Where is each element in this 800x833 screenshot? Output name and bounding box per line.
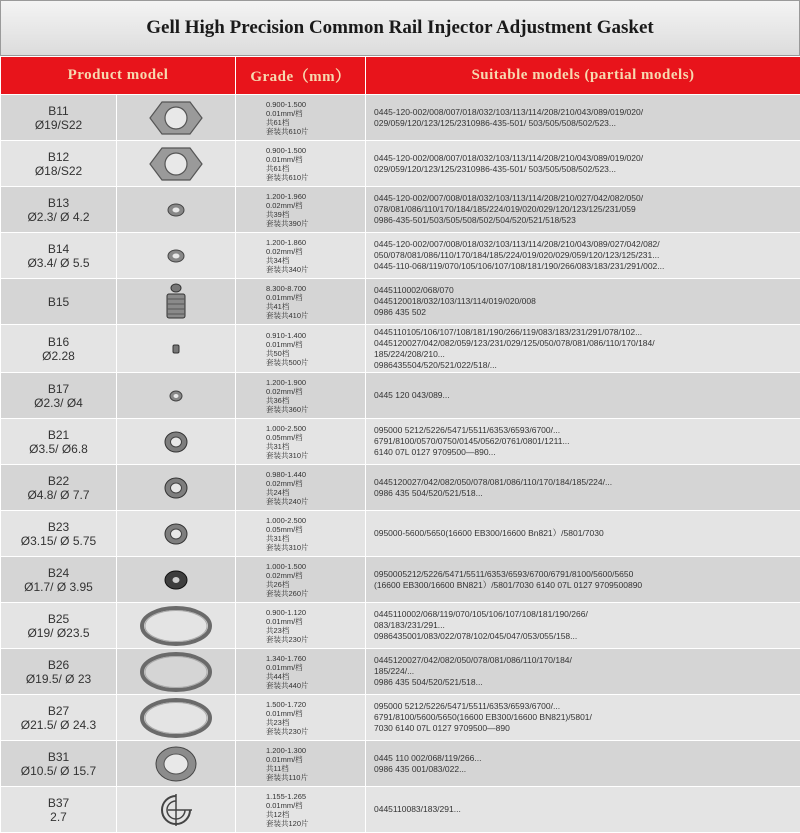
table-row — [1, 233, 800, 279]
header-suitable-models: Suitable models (partial models) — [366, 57, 800, 95]
grade-line: 0.01mm/档 — [266, 154, 303, 164]
suitable-model-line: 0445-120-002/008/007/018/032/103/113/114/208/210/043/089/019/020/ — [374, 106, 644, 117]
table-row — [1, 649, 800, 695]
grade-line: 0.910-1.400 — [266, 330, 307, 340]
grade-cell — [236, 325, 366, 373]
model-size: Ø2.3/ Ø4 — [34, 395, 83, 410]
grade-line: 0.900-1.500 — [266, 145, 307, 155]
table-row — [1, 141, 800, 187]
model-size: Ø19/ Ø23.5 — [27, 625, 90, 640]
grade-cell — [236, 187, 366, 233]
suitable-model-line: 050/078/081/086/110/170/184/185/224/019/020/029/059/120/123/125/231... — [374, 250, 660, 260]
grade-cell — [236, 95, 366, 141]
model-code: B12 — [47, 149, 70, 164]
grade-line: 共61档 — [266, 163, 290, 173]
grade-cell — [236, 419, 366, 465]
model-size: 2.7 — [50, 809, 67, 824]
suitable-models-cell — [366, 511, 800, 557]
product-model-cell — [1, 603, 117, 649]
suitable-model-line: 7030 6140 07L 0127 9709500—890 — [374, 723, 510, 733]
grade-line: 0.900-1.500 — [266, 99, 307, 109]
grade-line: 共23档 — [266, 625, 290, 635]
grade-line: 1.500-1.720 — [266, 699, 307, 709]
grade-line: 1.155-1.265 — [266, 791, 307, 801]
suitable-model-line: 095000 5212/5226/5471/5511/6353/6593/6700/... — [374, 425, 561, 435]
model-code: B37 — [47, 795, 70, 810]
grade-line: 套装共230片 — [266, 634, 309, 644]
grade-line: 套装共310片 — [266, 542, 309, 552]
suitable-model-line: 0445110083/183/291... — [374, 804, 461, 814]
grade-line: 1.340-1.760 — [266, 653, 307, 663]
grade-line: 共41档 — [266, 301, 290, 311]
suitable-models-cell — [366, 141, 800, 187]
grade-line: 共61档 — [266, 117, 290, 127]
model-code: B16 — [47, 334, 70, 349]
suitable-model-line: 0445120027/042/082/050/078/081/086/110/170/184/185/224/... — [374, 476, 613, 487]
suitable-models-cell — [366, 695, 800, 741]
grade-line: 0.01mm/档 — [266, 708, 303, 718]
tiny-washer-icon — [117, 373, 236, 419]
product-model-cell — [1, 649, 117, 695]
suitable-models-cell — [366, 465, 800, 511]
table-header-row — [1, 57, 800, 95]
suitable-models-cell — [366, 741, 800, 787]
grade-line: 1.200-1.900 — [266, 377, 307, 387]
product-model-cell — [1, 465, 117, 511]
grade-cell — [236, 373, 366, 419]
grade-cell — [236, 233, 366, 279]
hex-nut-washer-icon — [117, 141, 236, 187]
suitable-model-line: 0986435504/520/521/022/518/... — [374, 359, 497, 370]
grade-line: 0.05mm/档 — [266, 432, 303, 442]
product-model-cell — [1, 95, 117, 141]
suitable-model-line: 0445-110-068/119/070/105/106/107/108/181/190/266/083/183/231/291/002... — [374, 261, 665, 271]
grade-line: 共26档 — [266, 579, 290, 589]
model-code: B26 — [47, 657, 70, 672]
model-code: B11 — [48, 103, 69, 118]
grade-line: 1.200-1.860 — [266, 237, 307, 247]
product-model-cell — [1, 419, 117, 465]
suitable-model-line: 0445-120-002/007/008/018/032/103/113/114/208/210/027/042/082/050/ — [374, 193, 644, 203]
grade-line: 套装共340片 — [266, 264, 309, 274]
large-thin-ring-icon — [117, 695, 236, 741]
grade-line: 套装共500片 — [266, 357, 309, 367]
grade-cell — [236, 603, 366, 649]
grade-line: 0.01mm/档 — [266, 662, 303, 672]
grade-line: 0.980-1.440 — [266, 469, 307, 479]
grade-line: 共39档 — [266, 209, 290, 219]
grade-line: 套装共360片 — [266, 404, 309, 414]
suitable-model-line: 0986 435 504/520/521/518... — [374, 677, 483, 687]
model-size: Ø3.15/ Ø 5.75 — [20, 533, 97, 548]
grade-line: 共50档 — [266, 348, 290, 358]
model-size: Ø19/S22 — [34, 117, 83, 132]
page-title: Gell High Precision Common Rail Injector Adjustment Gasket — [0, 0, 800, 56]
flat-washer-icon — [117, 741, 236, 787]
grade-cell — [236, 141, 366, 187]
grade-line: 0.900-1.120 — [266, 607, 307, 617]
grade-line: 1.000-1.500 — [266, 561, 307, 571]
model-code: B13 — [47, 195, 70, 210]
medium-washer-icon — [117, 511, 236, 557]
grade-line: 0.01mm/档 — [266, 292, 303, 302]
grade-line: 套装共310片 — [266, 450, 309, 460]
suitable-model-line: 0445120027/042/082/050/078/081/086/110/170/184/ — [374, 655, 572, 665]
table-row — [1, 325, 800, 373]
model-code: B15 — [47, 294, 70, 309]
suitable-model-line: 0445-120-002/008/007/018/032/103/113/114/208/210/043/089/019/020/ — [374, 152, 644, 163]
suitable-model-line: (16600 EB300/16600 BN821）/5801/7030 6140 07L 0127 9709500890 — [374, 579, 643, 590]
suitable-model-line: 095000-5600/5650(16600 EB300/16600 Bn821）/5801/7030 — [374, 528, 604, 538]
clip-ring-icon — [117, 787, 236, 833]
suitable-models-cell — [366, 603, 800, 649]
grade-line: 共44档 — [266, 671, 290, 681]
table-row — [1, 279, 800, 325]
suitable-model-line: 029/059/120/123/125/2310986-435-501/ 503/505/508/502/523... — [374, 117, 616, 128]
grade-line: 共11档 — [266, 763, 289, 773]
grade-line: 套装共120片 — [266, 818, 309, 828]
grade-line: 套装共230片 — [266, 726, 309, 736]
suitable-model-line: 0445-120-002/007/008/018/032/103/113/114/208/210/043/089/027/042/082/ — [374, 239, 660, 249]
header-product-model: Product model — [1, 57, 236, 95]
grade-cell — [236, 649, 366, 695]
product-model-cell — [1, 325, 117, 373]
suitable-model-line: 0986 435 502 — [374, 307, 426, 317]
suitable-models-cell — [366, 557, 800, 603]
product-model-cell — [1, 741, 117, 787]
hex-nut-washer-icon — [117, 95, 236, 141]
model-code: B22 — [47, 473, 70, 488]
model-size: Ø2.28 — [42, 348, 75, 363]
grade-cell — [236, 741, 366, 787]
grade-line: 0.01mm/档 — [266, 339, 303, 349]
gasket-table — [0, 56, 800, 833]
small-washer-icon — [117, 187, 236, 233]
suitable-model-line: 0445 110 002/068/119/266... — [374, 752, 482, 763]
table-row — [1, 557, 800, 603]
grade-line: 0.01mm/档 — [266, 754, 303, 764]
grade-line: 0.05mm/档 — [266, 524, 303, 534]
product-model-cell — [1, 233, 117, 279]
grade-line: 套装共260片 — [266, 588, 309, 598]
suitable-model-line: 0986-435-501/503/505/508/502/504/520/521/518/523 — [374, 215, 576, 225]
header-grade: Grade（mm） — [236, 57, 366, 95]
model-size: Ø3.5/ Ø6.8 — [29, 441, 88, 456]
grade-line: 套装共610片 — [266, 126, 309, 136]
suitable-models-cell — [366, 325, 800, 373]
model-size: Ø4.8/ Ø 7.7 — [27, 487, 90, 502]
grade-line: 共36档 — [266, 395, 290, 405]
table-row — [1, 373, 800, 419]
product-model-cell — [1, 695, 117, 741]
grade-line: 0.02mm/档 — [266, 246, 303, 256]
grade-line: 套装共440片 — [266, 680, 309, 690]
grade-line: 套装共390片 — [266, 218, 309, 228]
grade-line: 共12档 — [266, 809, 290, 819]
table-row — [1, 95, 800, 141]
model-code: B24 — [47, 565, 70, 580]
product-model-cell — [1, 141, 117, 187]
suitable-model-line: 0445120027/042/082/059/123/231/029/125/050/078/081/086/110/170/184/ — [374, 337, 655, 348]
suitable-model-line: 0445120018/032/103/113/114/019/020/008 — [374, 296, 536, 306]
product-model-cell — [1, 557, 117, 603]
table-row — [1, 695, 800, 741]
suitable-model-line: 0445110002/068/119/070/105/106/107/108/181/190/266/ — [374, 609, 588, 619]
grade-line: 0.02mm/档 — [266, 386, 303, 396]
suitable-models-cell — [366, 419, 800, 465]
model-size: Ø1.7/ Ø 3.95 — [24, 579, 93, 594]
grade-line: 套装共240片 — [266, 496, 309, 506]
model-code: B23 — [47, 519, 70, 534]
grade-line: 共23档 — [266, 717, 290, 727]
suitable-model-line: 0445110105/106/107/108/181/190/266/119/083/183/231/291/078/102... — [374, 326, 643, 337]
model-code: B14 — [47, 241, 70, 256]
tiny-shim-icon — [117, 325, 236, 373]
table-row — [1, 511, 800, 557]
grade-line: 1.200-1.960 — [266, 191, 307, 201]
grade-cell — [236, 787, 366, 833]
grade-cell — [236, 695, 366, 741]
threaded-sleeve-icon — [117, 279, 236, 325]
suitable-models-cell — [366, 787, 800, 833]
grade-line: 套装共410片 — [266, 310, 309, 320]
grade-line: 0.01mm/档 — [266, 616, 303, 626]
suitable-model-line: 0986 435 504/520/521/518... — [374, 487, 483, 498]
dark-washer-icon — [117, 557, 236, 603]
suitable-model-line: 0445 120 043/089... — [374, 390, 450, 400]
grade-cell — [236, 465, 366, 511]
model-code: B25 — [47, 611, 70, 626]
grade-line: 1.200-1.300 — [266, 745, 307, 755]
table-body — [1, 95, 800, 833]
suitable-models-cell — [366, 649, 800, 695]
model-size: Ø21.5/ Ø 24.3 — [20, 717, 97, 732]
suitable-models-cell — [366, 373, 800, 419]
table-row — [1, 419, 800, 465]
table-row — [1, 741, 800, 787]
suitable-model-line: 6791/8100/5600/5650(16600 EB300/16600 BN821)/5801/ — [374, 712, 592, 722]
grade-line: 0.02mm/档 — [266, 478, 303, 488]
suitable-model-line: 6140 07L 0127 9709500—890... — [374, 447, 496, 457]
grade-cell — [236, 279, 366, 325]
suitable-model-line: 0986 435 001/083/022... — [374, 763, 467, 774]
grade-cell — [236, 557, 366, 603]
grade-line: 共34档 — [266, 255, 290, 265]
suitable-model-line: 078/081/086/110/170/184/185/224/019/020/029/120/123/125/231/059 — [374, 204, 636, 214]
suitable-model-line: 029/059/120/123/125/2310986-435-501/ 503/505/508/502/523... — [374, 163, 616, 174]
model-size: Ø2.3/ Ø 4.2 — [27, 209, 90, 224]
suitable-model-line: 0986435001/083/022/078/102/045/047/053/055/158... — [374, 631, 578, 641]
grade-line: 1.000-2.500 — [266, 423, 307, 433]
grade-line: 0.01mm/档 — [266, 800, 303, 810]
model-code: B21 — [47, 427, 70, 442]
product-model-cell — [1, 511, 117, 557]
suitable-models-cell — [366, 187, 800, 233]
model-code: B31 — [47, 749, 70, 764]
grade-line: 共31档 — [266, 533, 290, 543]
grade-line: 0.01mm/档 — [266, 108, 303, 118]
suitable-model-line: 185/224/... — [374, 666, 415, 676]
model-size: Ø18/S22 — [34, 163, 83, 178]
product-model-cell — [1, 187, 117, 233]
product-model-cell — [1, 373, 117, 419]
suitable-model-line: 0950005212/5226/5471/5511/6353/6593/6700/6791/8100/5600/5650 — [374, 568, 634, 579]
large-thin-ring-icon — [117, 603, 236, 649]
suitable-model-line: 185/224/208/210... — [374, 348, 445, 359]
model-size: Ø3.4/ Ø 5.5 — [27, 255, 90, 270]
suitable-model-line: 083/183/231/291... — [374, 620, 445, 630]
model-size: Ø19.5/ Ø 23 — [25, 671, 92, 686]
grade-line: 共24档 — [266, 487, 290, 497]
model-code: B27 — [47, 703, 70, 718]
medium-washer-icon — [117, 419, 236, 465]
product-model-cell — [1, 279, 117, 325]
table-row — [1, 603, 800, 649]
suitable-model-line: 0445110002/068/070 — [374, 285, 454, 295]
table-row — [1, 465, 800, 511]
table-row — [1, 787, 800, 833]
suitable-model-line: 6791/8100/0570/0750/0145/0562/0761/0801/1211... — [374, 436, 570, 446]
grade-line: 0.02mm/档 — [266, 200, 303, 210]
medium-washer-icon — [117, 465, 236, 511]
table-row — [1, 187, 800, 233]
grade-line: 共31档 — [266, 441, 290, 451]
suitable-model-line: 095000 5212/5226/5471/5511/6353/6593/6700/... — [374, 701, 561, 711]
small-washer-icon — [117, 233, 236, 279]
product-model-cell — [1, 787, 117, 833]
grade-line: 套装共610片 — [266, 172, 309, 182]
suitable-models-cell — [366, 233, 800, 279]
suitable-models-cell — [366, 279, 800, 325]
grade-cell — [236, 511, 366, 557]
suitable-models-cell — [366, 95, 800, 141]
grade-line: 8.300-8.700 — [266, 283, 307, 293]
grade-line: 套装共110片 — [266, 772, 308, 782]
model-code: B17 — [47, 381, 70, 396]
large-thin-ring-icon — [117, 649, 236, 695]
model-size: Ø10.5/ Ø 15.7 — [20, 763, 97, 778]
grade-line: 1.000-2.500 — [266, 515, 307, 525]
grade-line: 0.02mm/档 — [266, 570, 303, 580]
